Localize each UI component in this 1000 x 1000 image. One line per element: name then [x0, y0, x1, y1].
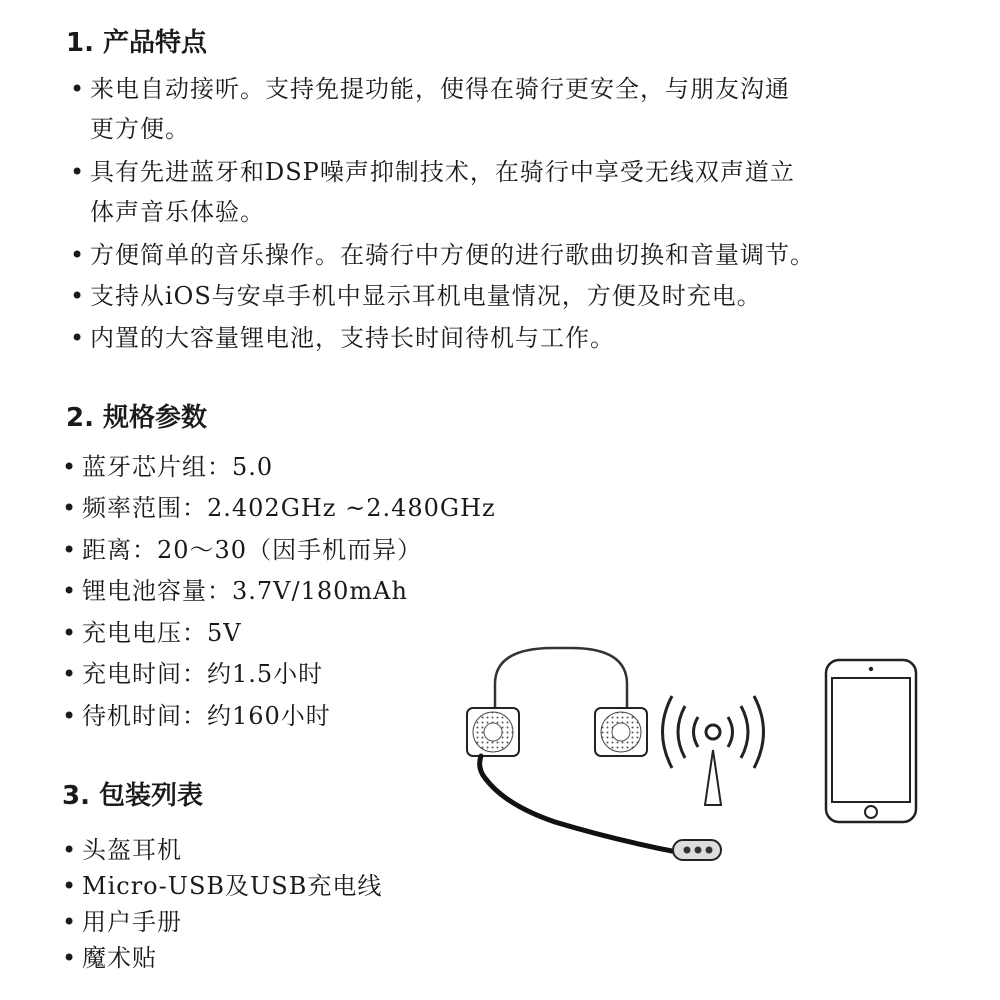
spec-item-7: [62, 704, 331, 728]
spec-text: 距离：20～30（因手机而异）: [82, 536, 423, 564]
feature-text: 内置的大容量锂电池，支持长时间待机与工作。: [90, 324, 615, 352]
package-text: 头盔耳机: [82, 836, 182, 864]
bullet: •: [62, 836, 78, 864]
bullet: •: [62, 872, 78, 900]
spec-item-2: [62, 496, 496, 520]
bullet: •: [70, 241, 86, 269]
wireless-signal-icon: [663, 696, 764, 805]
package-item-2: [62, 874, 382, 898]
bullet: •: [62, 908, 78, 936]
bullet: •: [62, 944, 78, 972]
features-heading: 1. 产品特点: [66, 28, 208, 58]
bullet: •: [70, 282, 86, 310]
bullet: •: [62, 494, 78, 522]
spec-text: 频率范围：2.402GHz ~2.480GHz: [82, 494, 496, 522]
feature-item-4: [70, 284, 762, 308]
spec-text: 锂电池容量：3.7V/180mAh: [82, 577, 408, 605]
product-illustration: [455, 640, 935, 880]
feature-item-1: [70, 77, 790, 101]
spec-item-5: [62, 621, 242, 645]
feature-text: 支持从iOS与安卓手机中显示耳机电量情况，方便及时充电。: [90, 282, 762, 310]
feature-text: 方便简单的音乐操作。在骑行中方便的进行歌曲切换和音量调节。: [90, 241, 815, 269]
feature-item-3: [70, 243, 815, 267]
spec-text: 充电时间：约1.5小时: [82, 660, 324, 688]
spec-item-3: [62, 538, 422, 562]
package-item-4: [62, 946, 157, 970]
package-text: 魔术贴: [82, 944, 157, 972]
spec-item-1: [62, 455, 273, 479]
feature-text: 具有先进蓝牙和DSP噪声抑制技术，在骑行中享受无线双声道立: [90, 158, 795, 186]
bullet: •: [70, 158, 86, 186]
spec-text: 待机时间：约160小时: [82, 702, 331, 730]
specs-heading: 2. 规格参数: [66, 403, 208, 433]
spec-text: 充电电压：5V: [82, 619, 242, 647]
bullet: •: [70, 75, 86, 103]
spec-text: 蓝牙芯片组：5.0: [82, 453, 274, 481]
bullet: •: [70, 324, 86, 352]
package-text: 用户手册: [82, 908, 182, 936]
bullet: •: [62, 577, 78, 605]
package-heading: 3. 包装列表: [62, 781, 204, 811]
feature-item-2-continued: 体声音乐体验。: [90, 198, 265, 226]
bullet: •: [62, 702, 78, 730]
package-item-3: [62, 910, 182, 934]
feature-text: 来电自动接听。支持免提功能，使得在骑行更安全，与朋友沟通: [90, 75, 790, 103]
smartphone-icon: [826, 660, 916, 822]
spec-item-6: [62, 662, 323, 686]
feature-item-1-continued: 更方便。: [90, 115, 190, 143]
feature-item-2: [70, 160, 795, 184]
bullet: •: [62, 619, 78, 647]
feature-item-5: [70, 326, 615, 350]
spec-item-4: [62, 579, 408, 603]
bullet: •: [62, 536, 78, 564]
bullet: •: [62, 660, 78, 688]
package-text: Micro-USB及USB充电线: [82, 872, 383, 900]
bullet: •: [62, 453, 78, 481]
package-item-1: [62, 838, 182, 862]
